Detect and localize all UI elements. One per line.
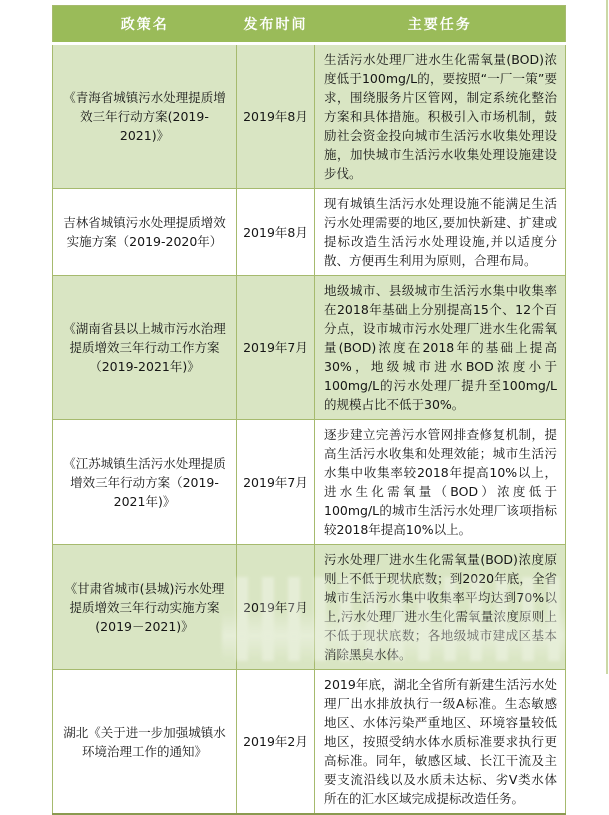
main-task-cell: 生活污水处理厂进水生化需氧量(BOD)浓度低于100mg/L的，要按照“一厂一策”要求，围绕服务片区管网，制定系统化整治方案和具体措施。积极引入市场机制，鼓励社会资金投向城市生活污水收集处理设施，加快城市生活污水收集处理设施建设步伐。: [315, 44, 566, 189]
policy-name-cell: 《青海省城镇污水处理提质增效三年行动方案(2019-2021)》: [53, 44, 237, 189]
table-row: [53, 670, 566, 815]
policy-name-cell: 湖北《关于进一步加强城镇水环境治理工作的通知》: [53, 670, 237, 815]
table-row: [53, 545, 566, 670]
main-task-cell: 污水处理厂进水生化需氧量(BOD)浓度原则上不低于现状底数；到2020年底，全省城市生活污水集中收集率平均达到70%以上,污水处理厂进水生化需氧量浓度原则上不低于现状底数；各地级城市建成区基本消除黑臭水体。: [315, 545, 566, 670]
publish-date-cell: 2019年7月: [237, 420, 315, 545]
publish-date-cell: 2019年8月: [237, 189, 315, 276]
right-edge-cutoff-line: [606, 0, 608, 674]
publish-date-cell: 2019年8月: [237, 44, 315, 189]
policy-name-cell: 《甘肃省城市(县城)污水处理提质增效三年行动实施方案(2019－2021)》: [53, 545, 237, 670]
table-row: [53, 420, 566, 545]
publish-date-cell: 2019年7月: [237, 276, 315, 420]
publish-date-cell: 2019年7月: [237, 545, 315, 670]
policy-name-cell: 《湖南省县以上城市污水治理提质增效三年行动工作方案（2019-2021年)》: [53, 276, 237, 420]
table-row: [53, 276, 566, 420]
policy-table: [52, 5, 566, 815]
table-row: [53, 189, 566, 276]
main-task-cell: 地级城市、县级城市生活污水集中收集率在2018年基础上分别提高15个、12个百分点，设市城市污水处理厂进水生化需氧量(BOD)浓度在2018年的基础上提高30%，地级城市进水BOD浓度小于100mg/L的污水处理厂提升至100mg/L的规模占比不低于30%。: [315, 276, 566, 420]
table-header-row: [53, 6, 566, 44]
main-task-cell: 2019年底，湖北全省所有新建生活污水处理厂出水排放执行一级A标准。生态敏感地区、水体污染严重地区、环境容量较低地区，按照受纳水体水质标准要求执行更高标准。同年，敏感区域、长江干流及主要支流沿线以及水质未达标、劣Ⅴ类水体所在的汇水区域完成提标改造任务。: [315, 670, 566, 815]
column-header-main-task: 主要任务: [315, 6, 566, 44]
column-header-publish-date: 发布时间: [237, 6, 315, 44]
main-task-cell: 现有城镇生活污水处理设施不能满足生活污水处理需要的地区,要加快新建、扩建或提标改造生活污水处理设施,并以适度分散、方便再生利用为原则，合理布局。: [315, 189, 566, 276]
table-row: [53, 44, 566, 189]
publish-date-cell: 2019年2月: [237, 670, 315, 815]
policy-name-cell: 《江苏城镇生活污水处理提质增效三年行动方案（2019-2021年)》: [53, 420, 237, 545]
policy-name-cell: 吉林省城镇污水处理提质增效实施方案（2019-2020年）: [53, 189, 237, 276]
main-task-cell: 逐步建立完善污水管网排查修复机制，提高生活污水收集和处理效能；城市生活污水集中收集率较2018年提高10%以上，进水生化需氧量（BOD）浓度低于100mg/L的城市生活污水处理厂该项指标较2018年提高10%以上。: [315, 420, 566, 545]
column-header-policy-name: 政策名: [53, 6, 237, 44]
